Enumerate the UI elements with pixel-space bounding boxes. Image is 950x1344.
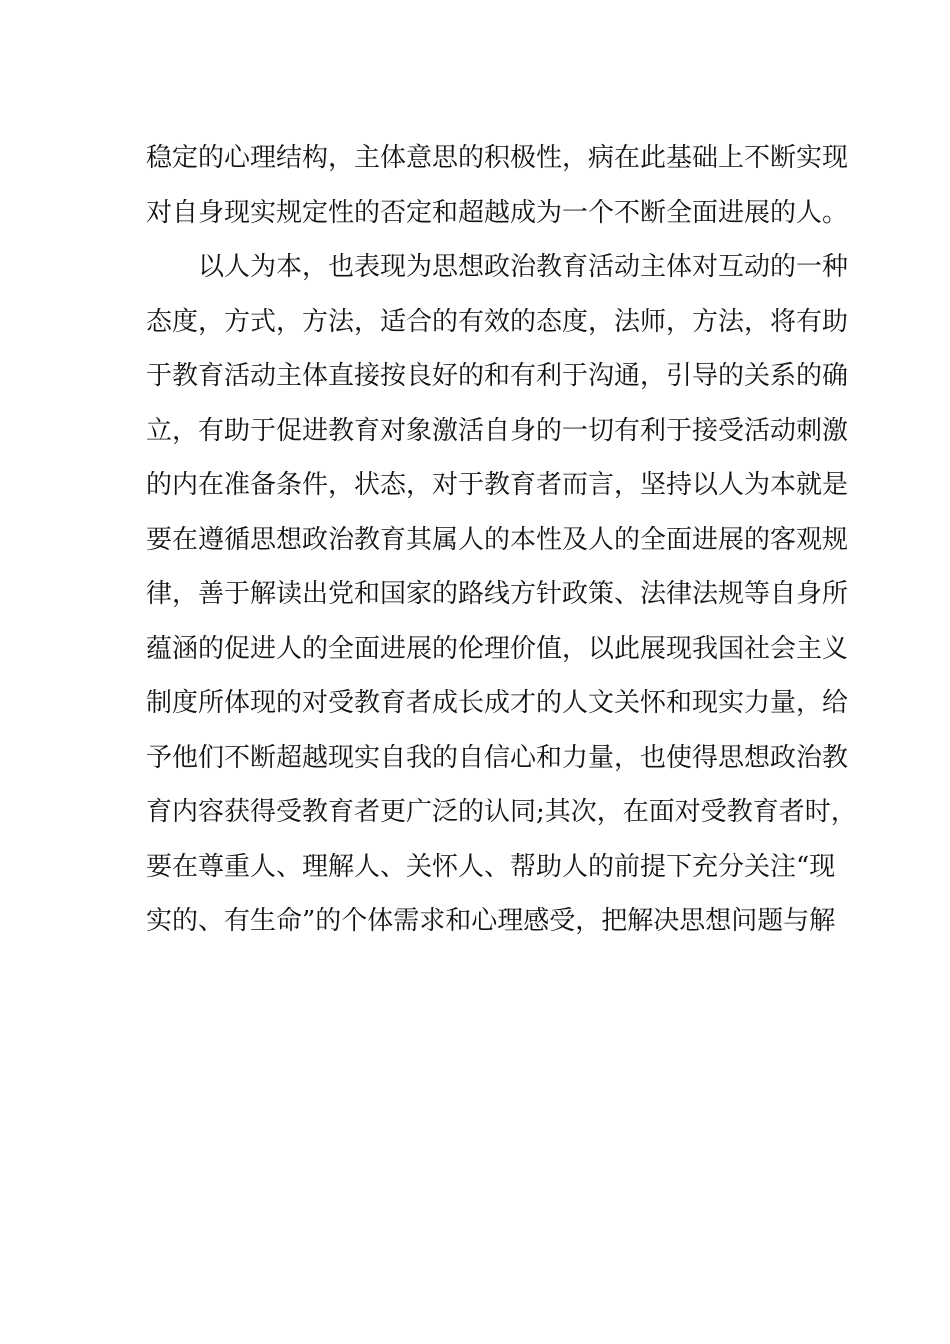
text-line: 稳定的心理结构，主体意思的积极性，病在此基础上不断实现	[146, 143, 849, 173]
text-line: 予他们不断超越现实自我的自信心和力量，也使得思想政治教	[146, 742, 849, 773]
text-line: 制度所体现的对受教育者成长成才的人文关怀和现实力量，给	[146, 688, 849, 718]
text-line: 蕴涵的促进人的全面进展的伦理价值，以此展现我国社会主义	[146, 633, 849, 664]
text-line: 要在遵循思想政治教育其属人的本性及人的全面进展的客观规	[146, 524, 849, 555]
text-line: 态度，方式，方法，适合的有效的态度，法师，方法，将有助	[146, 306, 849, 337]
text-line: 于教育活动主体直接按良好的和有利于沟通，引导的关系的确	[146, 361, 849, 391]
text-line: 律，善于解读出党和国家的路线方针政策、法律法规等自身所	[146, 579, 849, 609]
text-line: 育内容获得受教育者更广泛的认同;其次，在面对受教育者时，	[146, 797, 857, 827]
text-line: 实的、有生命”的个体需求和心理感受，把解决思想问题与解	[146, 906, 836, 936]
text-line: 对自身现实规定性的否定和超越成为一个不断全面进展的人。	[146, 197, 849, 228]
text-line: 立，有助于促进教育对象激活自身的一切有利于接受活动刺激	[146, 415, 849, 446]
text-line: 的内在准备条件，状态，对于教育者而言，坚持以人为本就是	[146, 470, 849, 500]
body-text	[146, 131, 857, 949]
text-line: 要在尊重人、理解人、关怀人、帮助人的前提下充分关注“现	[146, 851, 836, 882]
paragraph-first-line: 以人为本，也表现为思想政治教育活动主体对互动的一种	[198, 252, 849, 282]
